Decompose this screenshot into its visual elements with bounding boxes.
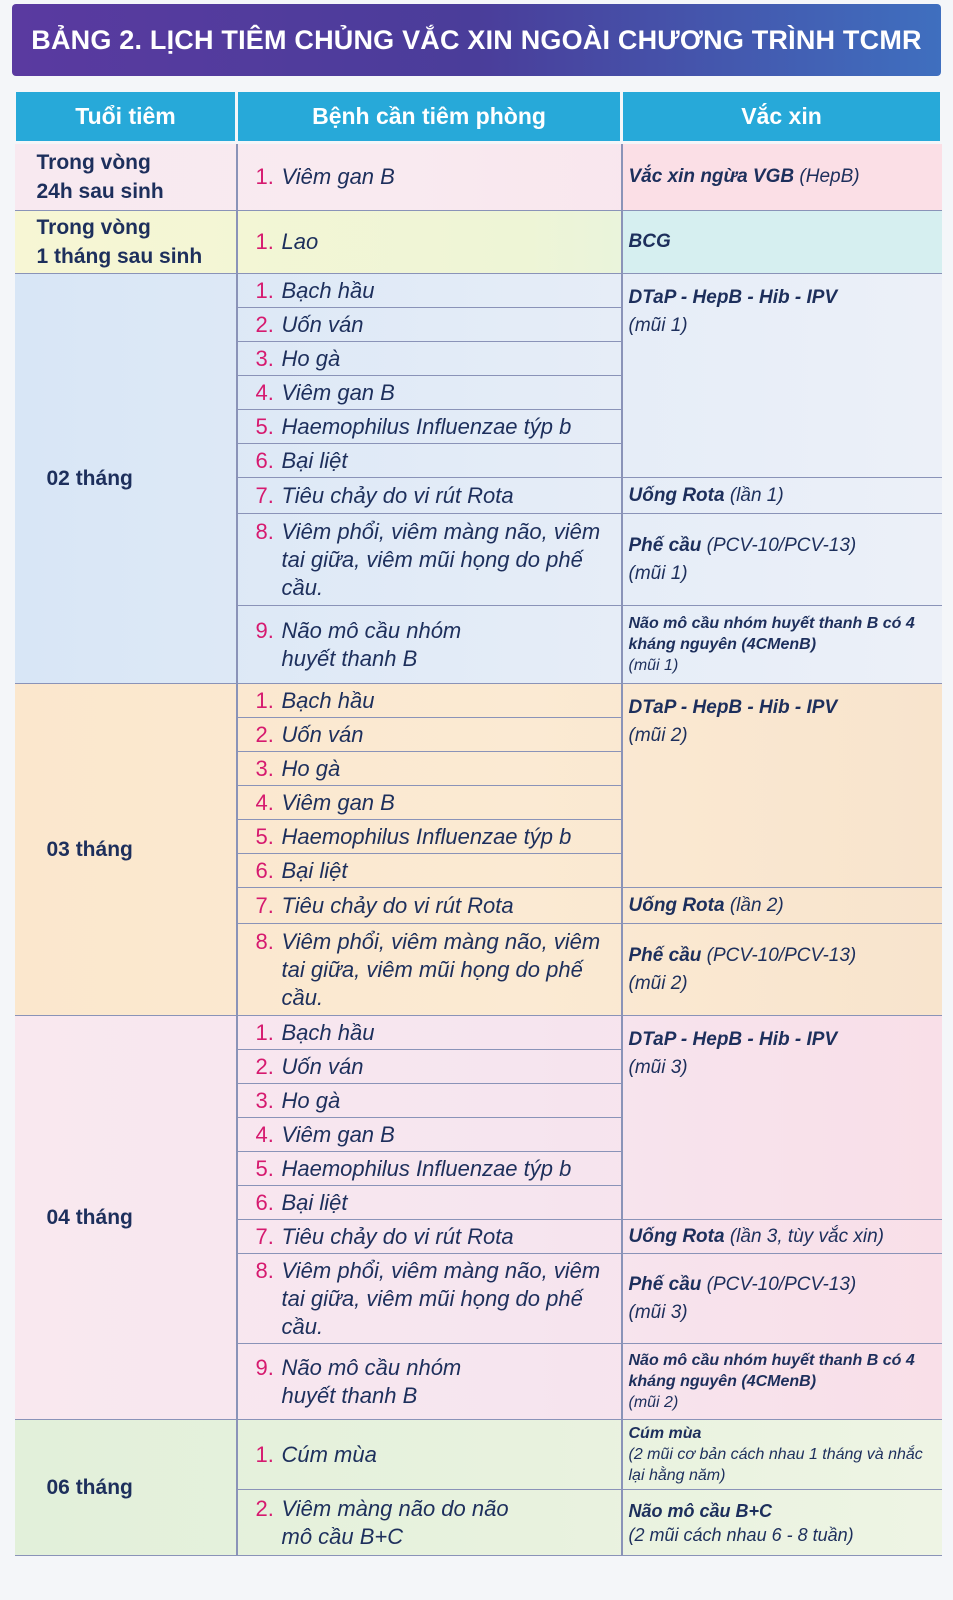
cell-text: Viêm gan B [281,379,395,405]
disease-cell [237,1016,622,1050]
table-row [15,211,942,274]
item-number: 5. [255,1155,274,1181]
disease-cell [237,444,622,478]
cell-text: Trong vòng [36,151,151,174]
cell-text: Bại liệt [281,857,348,883]
item-number: 6. [255,447,274,473]
disease-cell [237,1050,622,1084]
cell-text: Viêm phổi, viêm màng não, viêm tai giữa, viêm mũi họng do phế cầu. [281,928,601,1010]
disease-cell [237,274,622,308]
disease-cell [237,1344,622,1420]
cell-text: Bại liệt [281,447,348,473]
vaccine-cell [622,478,942,514]
vaccine-cell [622,274,942,478]
cell-text: Tiêu chảy do vi rút Rota [281,892,514,918]
cell-text: (mũi 3) [628,1301,688,1323]
vaccine-cell [622,1420,942,1490]
disease-cell [237,1084,622,1118]
item-number: 1. [255,277,274,303]
item-number: 1. [255,164,274,189]
disease-cell [237,684,622,718]
item-number: 7. [255,1223,274,1249]
disease-cell [237,718,622,752]
cell-text: (mũi 2) [628,1394,679,1411]
vaccine-cell [622,1016,942,1220]
cell-text: DTaP - HepB - Hib - IPV [628,287,838,308]
cell-text: Lao [281,229,319,254]
cell-text: (lần 1) [724,484,784,506]
item-number: 4. [255,379,274,405]
age-cell: 04 tháng [15,1016,237,1420]
cell-text: Uốn ván [281,1053,364,1079]
vaccine-cell [622,143,942,211]
disease-cell [237,1152,622,1186]
disease-cell [237,514,622,606]
table-row [15,1420,942,1490]
disease-cell [237,1490,622,1556]
cell-text: Ho gà [281,345,341,371]
disease-cell [237,820,622,854]
cell-text: Não mô cầu nhóm huyết thanh B [281,617,462,671]
disease-cell [237,410,622,444]
disease-cell [237,1220,622,1254]
vaccine-cell [622,1490,942,1556]
item-number: 4. [255,1121,274,1147]
item-number: 1. [255,229,274,254]
table-row [15,1016,942,1050]
age-cell: 02 tháng [15,274,237,684]
item-number: 7. [255,892,274,918]
cell-text: Tiêu chảy do vi rút Rota [281,1223,514,1249]
cell-text: Cúm mùa [281,1441,377,1467]
item-number: 9. [255,1354,274,1380]
age-cell [15,143,237,211]
cell-text: (mũi 1) [628,657,679,674]
cell-text: Phế cầu [628,1273,702,1295]
cell-text: Phế cầu [628,534,702,556]
cell-text: Uống Rota [628,894,725,916]
vaccine-cell [622,1220,942,1254]
cell-text: Não mô cầu B+C [628,1500,773,1521]
cell-text: Ho gà [281,755,341,781]
cell-text: (HepB) [794,166,860,187]
cell-text: Phế cầu [628,944,702,966]
table-title-bar [12,4,941,76]
cell-text: Ho gà [281,1087,341,1113]
cell-text: Bạch hầu [281,277,375,303]
age-cell: 03 tháng [15,684,237,1016]
vaccination-schedule-table [13,89,943,1556]
item-number: 5. [255,823,274,849]
item-number: 2. [255,1495,274,1521]
disease-cell [237,786,622,820]
disease-cell [237,308,622,342]
cell-text: Não mô cầu nhóm huyết thanh B [281,1354,462,1408]
item-number: 6. [255,1189,274,1215]
cell-text: DTaP - HepB - Hib - IPV [628,697,838,718]
disease-cell [237,854,622,888]
disease-cell [237,1118,622,1152]
disease-cell [237,211,622,274]
cell-text: Haemophilus Influenzae týp b [281,823,572,849]
item-number: 7. [255,482,274,508]
cell-text: (PCV-10/PCV-13) [701,944,857,966]
cell-text: 24h sau sinh [36,180,164,203]
cell-text: Trong vòng [36,216,151,239]
cell-text: Uốn ván [281,721,364,747]
cell-text: Uống Rota [628,484,725,506]
item-number: 2. [255,311,274,337]
vaccine-cell [622,211,942,274]
cell-text: Haemophilus Influenzae týp b [281,413,572,439]
item-number: 3. [255,755,274,781]
item-number: 2. [255,1053,274,1079]
cell-text: (2 mũi cơ bản cách nhau 1 tháng và nhắc lại hằng năm) [628,1446,923,1484]
header-disease: Bệnh cần tiêm phòng [237,91,622,143]
vaccine-cell [622,684,942,888]
cell-text: Uốn ván [281,311,364,337]
cell-text: (lần 3, tùy vắc xin) [724,1225,884,1247]
item-number: 2. [255,721,274,747]
item-number: 5. [255,413,274,439]
cell-text: Viêm màng não do não mô cầu B+C [281,1495,509,1549]
item-number: 8. [255,1257,274,1283]
cell-text: (mũi 2) [628,725,688,746]
item-number: 8. [255,928,274,954]
vaccine-cell [622,1344,942,1420]
item-number: 3. [255,1087,274,1113]
cell-text: Viêm phổi, viêm màng não, viêm tai giữa, viêm mũi họng do phế cầu. [281,1257,601,1339]
cell-text: Não mô cầu nhóm huyết thanh B có 4 kháng nguyên (4CMenB) [628,615,915,653]
table-row [15,143,942,211]
cell-text: Bạch hầu [281,1019,375,1045]
disease-cell [237,342,622,376]
cell-text: Cúm mùa [628,1425,702,1442]
item-number: 8. [255,518,274,544]
item-number: 9. [255,617,274,643]
cell-text: Bạch hầu [281,687,375,713]
cell-text: Viêm gan B [281,164,395,189]
cell-text: Uống Rota [628,1225,725,1247]
cell-text: (lần 2) [724,894,784,916]
item-number: 6. [255,857,274,883]
cell-text: (PCV-10/PCV-13) [701,534,857,556]
vaccine-cell [622,606,942,684]
item-number: 1. [255,1441,274,1467]
disease-cell [237,1186,622,1220]
cell-text: Não mô cầu nhóm huyết thanh B có 4 kháng nguyên (4CMenB) [628,1352,915,1390]
age-cell: 06 tháng [15,1420,237,1556]
cell-text: Vắc xin ngừa VGB [628,166,795,187]
disease-cell [237,888,622,924]
disease-cell [237,752,622,786]
vaccine-cell [622,888,942,924]
item-number: 1. [255,1019,274,1045]
cell-text: BCG [628,231,671,252]
cell-text: DTaP - HepB - Hib - IPV [628,1029,838,1050]
cell-text: (mũi 2) [628,972,688,994]
cell-text: 1 tháng sau sinh [36,245,203,268]
disease-cell [237,606,622,684]
header-vaccine: Vắc xin [622,91,942,143]
vaccine-cell [622,514,942,606]
cell-text: (PCV-10/PCV-13) [701,1273,857,1295]
item-number: 1. [255,687,274,713]
disease-cell [237,143,622,211]
disease-cell [237,924,622,1016]
age-cell [15,211,237,274]
cell-text: Viêm phổi, viêm màng não, viêm tai giữa, viêm mũi họng do phế cầu. [281,518,601,600]
vaccine-cell [622,1254,942,1344]
cell-text: (mũi 3) [628,1057,688,1078]
vaccine-cell [622,924,942,1016]
table-title: BẢNG 2. LỊCH TIÊM CHỦNG VẮC XIN NGOÀI CHƯƠNG TRÌNH TCMR [31,24,922,55]
header-age: Tuổi tiêm [15,91,237,143]
cell-text: Haemophilus Influenzae týp b [281,1155,572,1181]
item-number: 3. [255,345,274,371]
cell-text: (mũi 1) [628,315,688,336]
disease-cell [237,1254,622,1344]
cell-text: Viêm gan B [281,789,395,815]
cell-text: Bại liệt [281,1189,348,1215]
item-number: 4. [255,789,274,815]
table-header-row [15,91,942,143]
cell-text: (mũi 1) [628,562,688,584]
disease-cell [237,1420,622,1490]
cell-text: Tiêu chảy do vi rút Rota [281,482,514,508]
disease-cell [237,478,622,514]
disease-cell [237,376,622,410]
table-row [15,684,942,718]
cell-text: (2 mũi cách nhau 6 - 8 tuần) [628,1524,854,1545]
table-row [15,274,942,308]
cell-text: Viêm gan B [281,1121,395,1147]
